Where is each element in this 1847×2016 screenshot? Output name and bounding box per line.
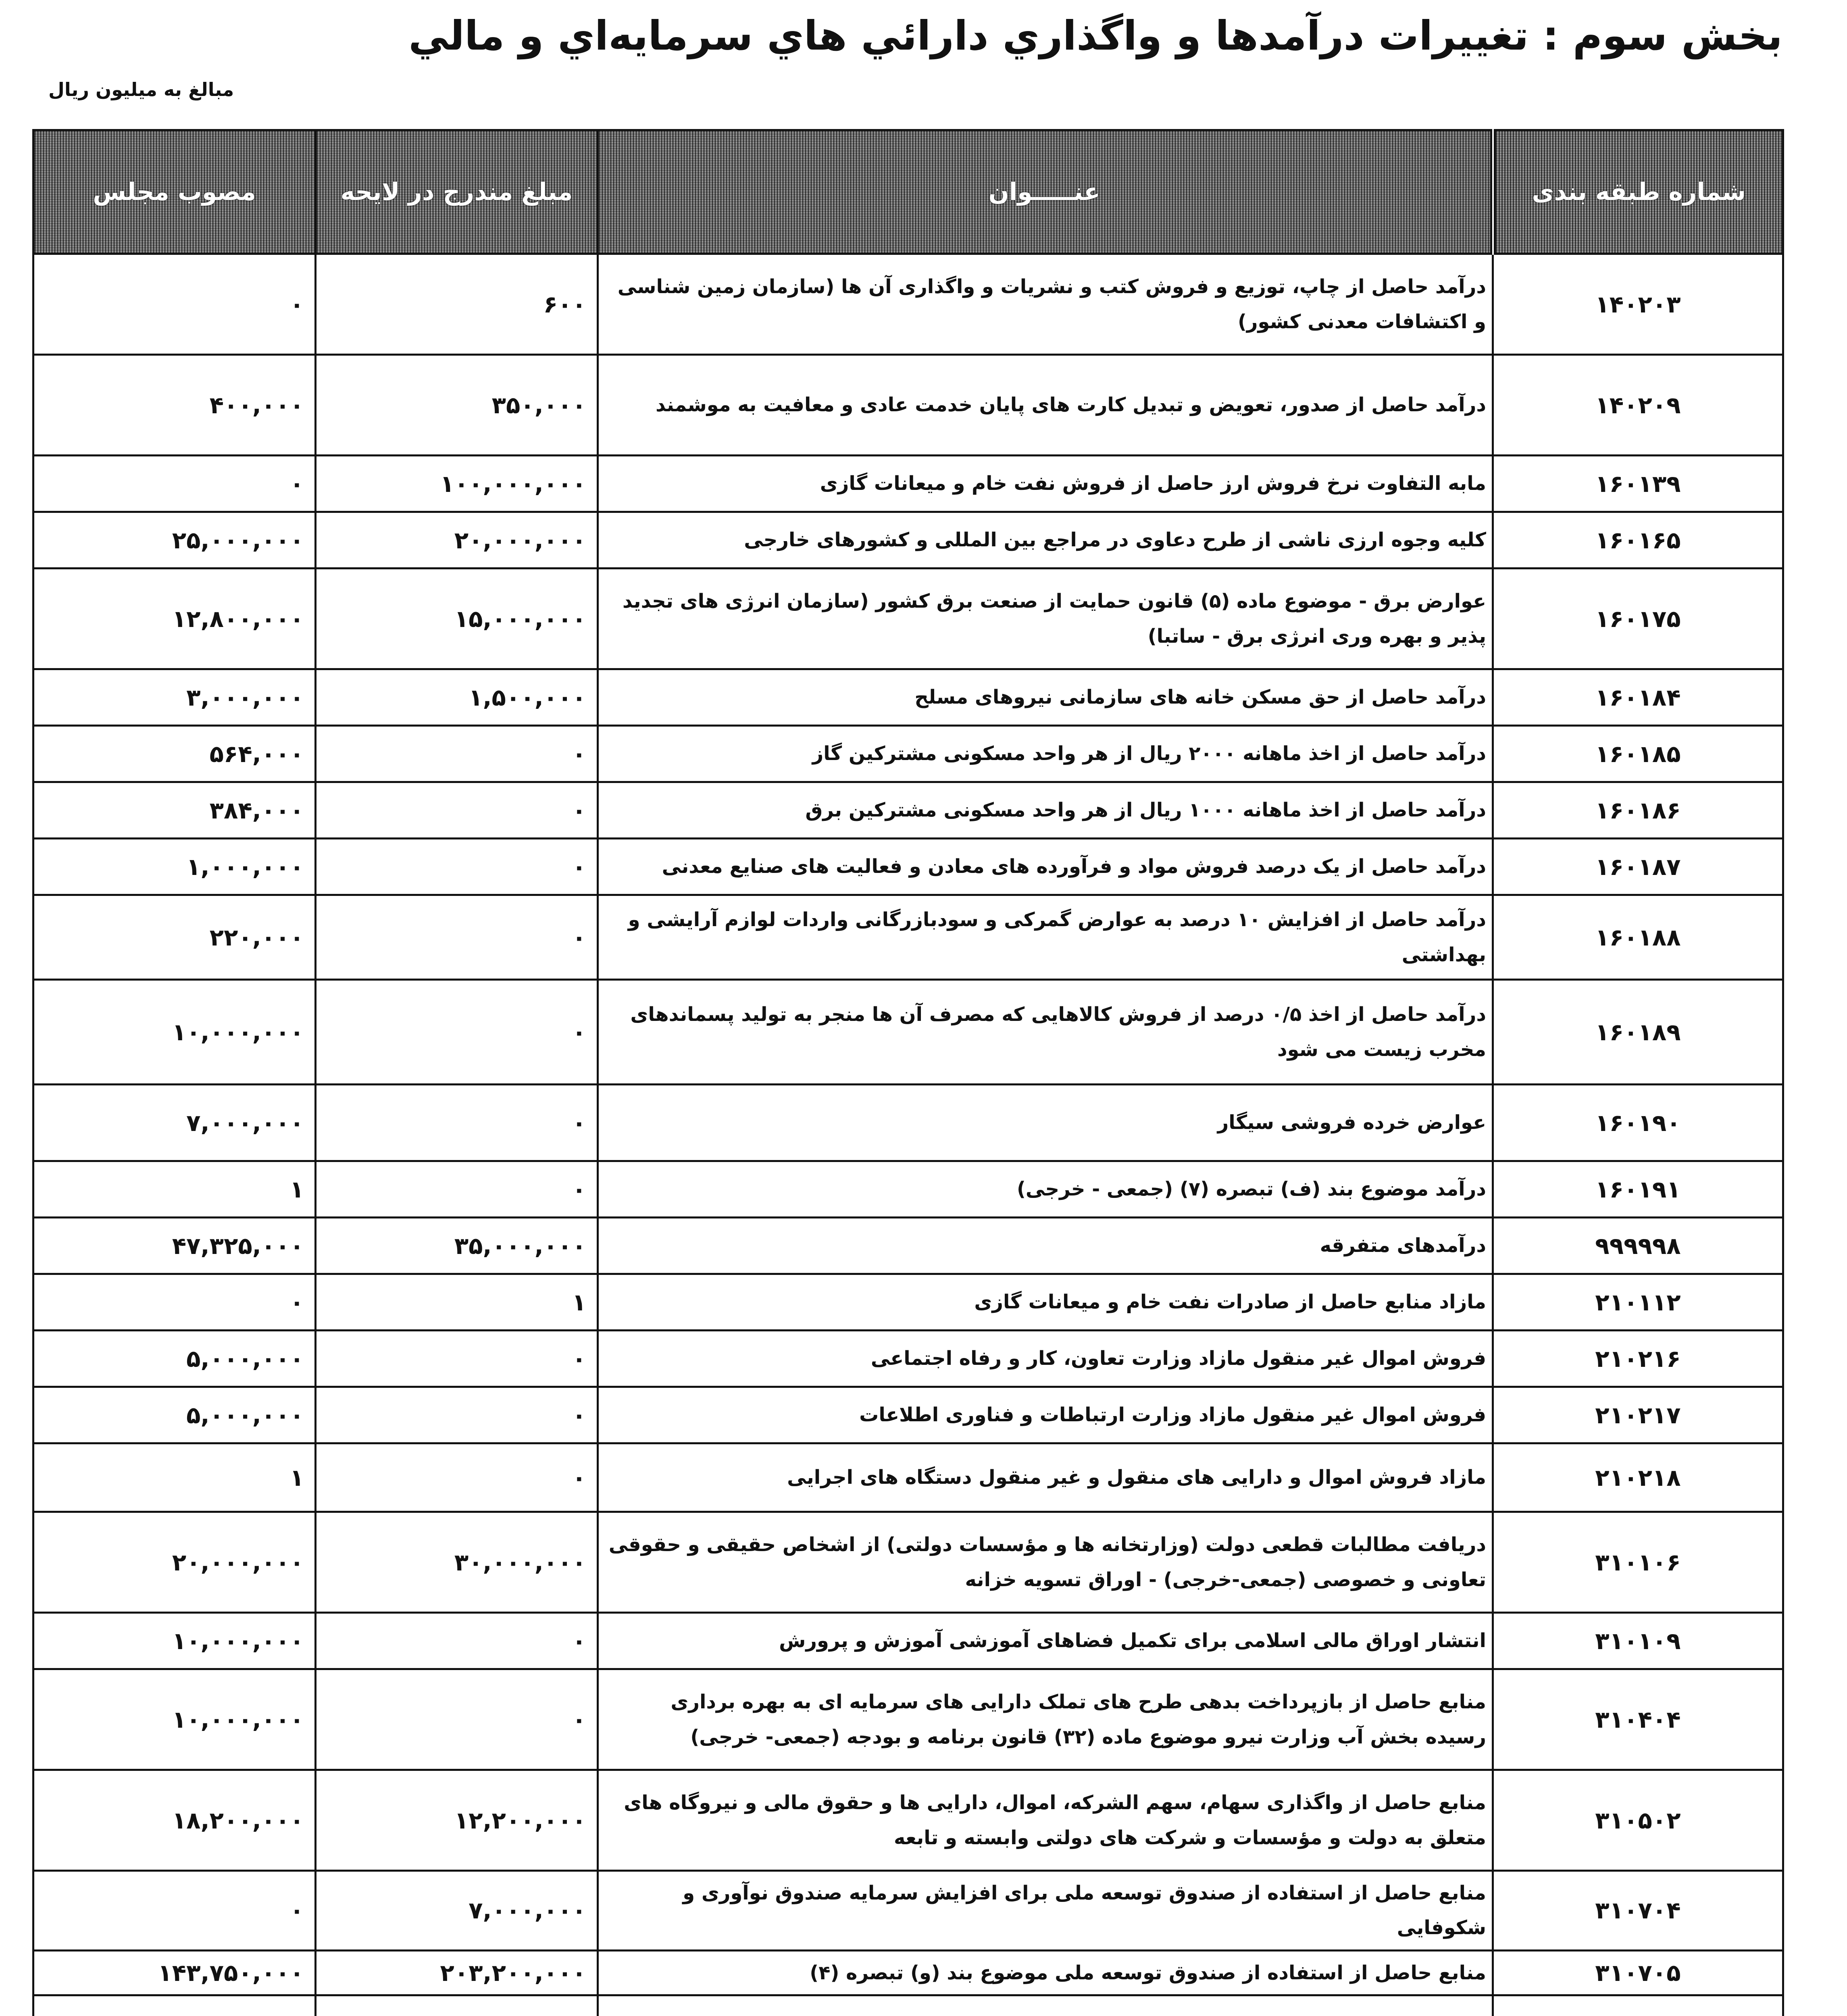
table-row	[33, 1770, 1783, 1871]
classification-code-cell: ۱۶۰۱۳۹	[1493, 456, 1783, 512]
item-title-cell: درآمد حاصل از افزایش ۱۰ درصد به عوارض گمرکی و سودبازرگانی واردات لوازم آرایشی و بهداشتی	[598, 895, 1493, 980]
bill-amount-cell: ۰	[316, 1443, 598, 1512]
item-title-cell: فروش اموال غیر منقول مازاد وزارت ارتباطات و فناوری اطلاعات	[598, 1387, 1493, 1443]
bill-amount-cell: ۳۵۰,۰۰۰	[316, 355, 598, 456]
item-title-cell: درآمد حاصل از یک درصد فروش مواد و فرآورده های معادن و فعالیت های صنایع معدنی	[598, 839, 1493, 895]
item-title-cell: عوارض برق - موضوع ماده (۵) قانون حمایت از صنعت برق کشور (سازمان انرژی های تجدید پذیر و بهره وری انرژی برق - ساتبا)	[598, 569, 1493, 669]
approved-amount-cell: ۱۰,۰۰۰,۰۰۰	[33, 1669, 316, 1770]
classification-code-cell: ۲۱۰۲۱۷	[1493, 1387, 1783, 1443]
classification-code-cell: ۳۱۰۷۰۵	[1493, 1950, 1783, 1995]
table-row	[33, 512, 1783, 569]
table-row	[33, 569, 1783, 669]
classification-code-cell: ۳۱۰۱۰۹	[1493, 1613, 1783, 1669]
classification-code-cell: ۱۶۰۱۸۷	[1493, 839, 1783, 895]
approved-amount-cell: ۰	[33, 456, 316, 512]
budget-table	[32, 129, 1784, 2016]
item-title-cell: مابه التفاوت نرخ فروش ارز حاصل از فروش نفت خام و میعانات گازی	[598, 456, 1493, 512]
classification-code-cell: ۳۱۰۴۰۴	[1493, 1669, 1783, 1770]
item-title-cell: درآمد حاصل از حق مسکن خانه های سازمانی نیروهای مسلح	[598, 669, 1493, 726]
approved-amount-cell: ۴۰۰,۰۰۰	[33, 355, 316, 456]
classification-code-cell: ۱۶۰۱۸۶	[1493, 782, 1783, 839]
bill-amount-cell: ۰	[316, 980, 598, 1085]
bill-amount-cell: ۰	[316, 726, 598, 782]
bill-amount-cell: ۱۲,۲۰۰,۰۰۰	[316, 1770, 598, 1871]
item-title-cell: درآمدهای متفرقه	[598, 1218, 1493, 1274]
approved-amount-cell: ۳,۰۰۰,۰۰۰	[33, 669, 316, 726]
bill-amount-cell: ۳۰,۰۰۰,۰۰۰	[316, 1512, 598, 1613]
table-row	[33, 980, 1783, 1085]
approved-amount-cell: ۲۰,۰۰۰,۰۰۰	[33, 1512, 316, 1613]
approved-amount-cell: ۱۲,۸۰۰,۰۰۰	[33, 569, 316, 669]
bill-amount-cell	[316, 1995, 598, 2016]
item-title-cell: درآمد حاصل از صدور، تعویض و تبدیل کارت های پایان خدمت عادی و معافیت به موشمند	[598, 355, 1493, 456]
header-bill-amount: مبلغ مندرج در لایحه	[316, 130, 598, 254]
classification-code-cell: ۱۴۰۲۰۹	[1493, 355, 1783, 456]
item-title-cell: منابع حاصل از بازپرداخت بدهی طرح های تملک دارایی های سرمایه ای به بهره برداری رسیده بخش آب وزارت نیرو موضوع ماده (۳۲) قانون برنامه و بودجه (جمعی- خرجی)	[598, 1669, 1493, 1770]
item-title-cell: عوارض خرده فروشی سیگار	[598, 1085, 1493, 1161]
bill-amount-cell: ۳۵,۰۰۰,۰۰۰	[316, 1218, 598, 1274]
bill-amount-cell: ۶۰۰	[316, 254, 598, 355]
table-row	[33, 1161, 1783, 1218]
table-row	[33, 1995, 1783, 2016]
header-title: عنـــــوان	[598, 130, 1493, 254]
table-row	[33, 456, 1783, 512]
table-row	[33, 782, 1783, 839]
approved-amount-cell: ۰	[33, 1274, 316, 1331]
classification-code-cell: ۲۱۰۲۱۸	[1493, 1443, 1783, 1512]
classification-code-cell: ۲۱۰۱۱۲	[1493, 1274, 1783, 1331]
section-title: بخش سوم : تغییرات درآمدها و واگذاري دارائي هاي سرمايه‌اي و مالي	[408, 12, 1782, 59]
table-row	[33, 1871, 1783, 1951]
item-title-cell: کلیه وجوه ارزی ناشی از طرح دعاوی در مراجع بین المللی و کشورهای خارجی	[598, 512, 1493, 569]
approved-amount-cell: ۱۰,۰۰۰,۰۰۰	[33, 1613, 316, 1669]
classification-code-cell: ۳۱۰۱۰۶	[1493, 1512, 1783, 1613]
bill-amount-cell: ۰	[316, 1669, 598, 1770]
table-row	[33, 1387, 1783, 1443]
approved-amount-cell: ۱	[33, 1443, 316, 1512]
item-title-cell: فروش اموال غیر منقول مازاد وزارت تعاون، کار و رفاه اجتماعی	[598, 1331, 1493, 1387]
item-title-cell: درآمد حاصل از اخذ ماهانه ۱۰۰۰ ریال از هر واحد مسکونی مشترکین برق	[598, 782, 1493, 839]
table-row	[33, 1085, 1783, 1161]
classification-code-cell: ۱۶۰۱۸۸	[1493, 895, 1783, 980]
bill-amount-cell: ۰	[316, 1085, 598, 1161]
table-row	[33, 669, 1783, 726]
bill-amount-cell: ۱	[316, 1274, 598, 1331]
classification-code-cell	[1493, 1995, 1783, 2016]
table-row	[33, 726, 1783, 782]
classification-code-cell: ۱۶۰۱۷۵	[1493, 569, 1783, 669]
bill-amount-cell: ۱۵,۰۰۰,۰۰۰	[316, 569, 598, 669]
item-title-cell: درآمد حاصل از اخذ ماهانه ۲۰۰۰ ریال از هر واحد مسکونی مشترکین گاز	[598, 726, 1493, 782]
header-code: شماره طبقه بندی	[1493, 130, 1783, 254]
table-row	[33, 1512, 1783, 1613]
table-header-row	[33, 130, 1783, 254]
approved-amount-cell: ۵,۰۰۰,۰۰۰	[33, 1387, 316, 1443]
item-title-cell: منابع حاصل از استفاده از صندوق توسعه ملی برای افزایش سرمایه صندوق نوآوری و شکوفایی	[598, 1871, 1493, 1951]
bill-amount-cell: ۰	[316, 1161, 598, 1218]
approved-amount-cell: ۵,۰۰۰,۰۰۰	[33, 1331, 316, 1387]
bill-amount-cell: ۰	[316, 782, 598, 839]
table-row	[33, 1613, 1783, 1669]
bill-amount-cell: ۰	[316, 1613, 598, 1669]
table-body	[33, 254, 1783, 2016]
item-title-cell: درآمد حاصل از چاپ، توزیع و فروش کتب و نشریات و واگذاری آن ها (سازمان زمین شناسی و اکتشافات معدنی کشور)	[598, 254, 1493, 355]
table-row	[33, 355, 1783, 456]
table-row	[33, 254, 1783, 355]
approved-amount-cell: ۱	[33, 1161, 316, 1218]
item-title-cell: درآمد حاصل از اخذ ۰/۵ درصد از فروش کالاهایی که مصرف آن ها منجر به تولید پسماندهای مخرب زیست می شود	[598, 980, 1493, 1085]
table-row	[33, 1274, 1783, 1331]
approved-amount-cell: ۴۷,۳۲۵,۰۰۰	[33, 1218, 316, 1274]
item-title-cell: مازاد منابع حاصل از صادرات نفت خام و میعانات گازی	[598, 1274, 1493, 1331]
classification-code-cell: ۱۶۰۱۸۵	[1493, 726, 1783, 782]
bill-amount-cell: ۰	[316, 1387, 598, 1443]
classification-code-cell: ۱۶۰۱۸۴	[1493, 669, 1783, 726]
table-row	[33, 1669, 1783, 1770]
approved-amount-cell: ۳۸۴,۰۰۰	[33, 782, 316, 839]
table-row	[33, 1443, 1783, 1512]
bill-amount-cell: ۱۰۰,۰۰۰,۰۰۰	[316, 456, 598, 512]
approved-amount-cell: ۱۸,۲۰۰,۰۰۰	[33, 1770, 316, 1871]
item-title-cell: مازاد فروش اموال و دارایی های منقول و غیر منقول دستگاه های اجرایی	[598, 1443, 1493, 1512]
approved-amount-cell: ۰	[33, 254, 316, 355]
item-title-cell: انتشار اوراق مالی اسلامی برای تکمیل فضاهای آموزشی آموزش و پرورش	[598, 1613, 1493, 1669]
table-row	[33, 1218, 1783, 1274]
classification-code-cell: ۱۶۰۱۹۰	[1493, 1085, 1783, 1161]
classification-code-cell: ۳۱۰۷۰۴	[1493, 1871, 1783, 1951]
approved-amount-cell: ۱,۰۰۰,۰۰۰	[33, 839, 316, 895]
classification-code-cell: ۲۱۰۲۱۶	[1493, 1331, 1783, 1387]
approved-amount-cell: ۱۰,۰۰۰,۰۰۰	[33, 980, 316, 1085]
bill-amount-cell: ۰	[316, 839, 598, 895]
bill-amount-cell: ۲۰۳,۲۰۰,۰۰۰	[316, 1950, 598, 1995]
bill-amount-cell: ۲۰,۰۰۰,۰۰۰	[316, 512, 598, 569]
approved-amount-cell: ۲۲۰,۰۰۰	[33, 895, 316, 980]
approved-amount-cell: ۷,۰۰۰,۰۰۰	[33, 1085, 316, 1161]
item-title-cell	[598, 1995, 1493, 2016]
item-title-cell: درآمد موضوع بند (ف) تبصره (۷) (جمعی - خرجی)	[598, 1161, 1493, 1218]
bill-amount-cell: ۱,۵۰۰,۰۰۰	[316, 669, 598, 726]
classification-code-cell: ۱۴۰۲۰۳	[1493, 254, 1783, 355]
classification-code-cell: ۹۹۹۹۹۸	[1493, 1218, 1783, 1274]
item-title-cell: منابع حاصل از واگذاری سهام، سهم الشرکه، اموال، دارایی ها و حقوق مالی و نیروگاه های متعلق به دولت و مؤسسات و شرکت های دولتی وابسته و تابعه	[598, 1770, 1493, 1871]
bill-amount-cell: ۰	[316, 1331, 598, 1387]
classification-code-cell: ۱۶۰۱۸۹	[1493, 980, 1783, 1085]
table-row	[33, 1331, 1783, 1387]
approved-amount-cell: ۰	[33, 1871, 316, 1951]
table-row	[33, 895, 1783, 980]
approved-amount-cell: ۵۶۴,۰۰۰	[33, 726, 316, 782]
bill-amount-cell: ۷,۰۰۰,۰۰۰	[316, 1871, 598, 1951]
approved-amount-cell: ۲۵,۰۰۰,۰۰۰	[33, 512, 316, 569]
table-row	[33, 839, 1783, 895]
classification-code-cell: ۱۶۰۱۹۱	[1493, 1161, 1783, 1218]
table-row	[33, 1950, 1783, 1995]
approved-amount-cell	[33, 1995, 316, 2016]
header-parliament-approved: مصوب مجلس	[33, 130, 316, 254]
bill-amount-cell: ۰	[316, 895, 598, 980]
classification-code-cell: ۱۶۰۱۶۵	[1493, 512, 1783, 569]
approved-amount-cell: ۱۴۳,۷۵۰,۰۰۰	[33, 1950, 316, 1995]
unit-note: مبالغ به میلیون ریال	[48, 79, 234, 100]
item-title-cell: منابع حاصل از استفاده از صندوق توسعه ملی موضوع بند (و) تبصره (۴)	[598, 1950, 1493, 1995]
item-title-cell: دریافت مطالبات قطعی دولت (وزارتخانه ها و مؤسسات دولتی) از اشخاص حقیقی و حقوقی تعاونی و خصوصی (جمعی-خرجی) - اوراق تسویه خزانه	[598, 1512, 1493, 1613]
classification-code-cell: ۳۱۰۵۰۲	[1493, 1770, 1783, 1871]
